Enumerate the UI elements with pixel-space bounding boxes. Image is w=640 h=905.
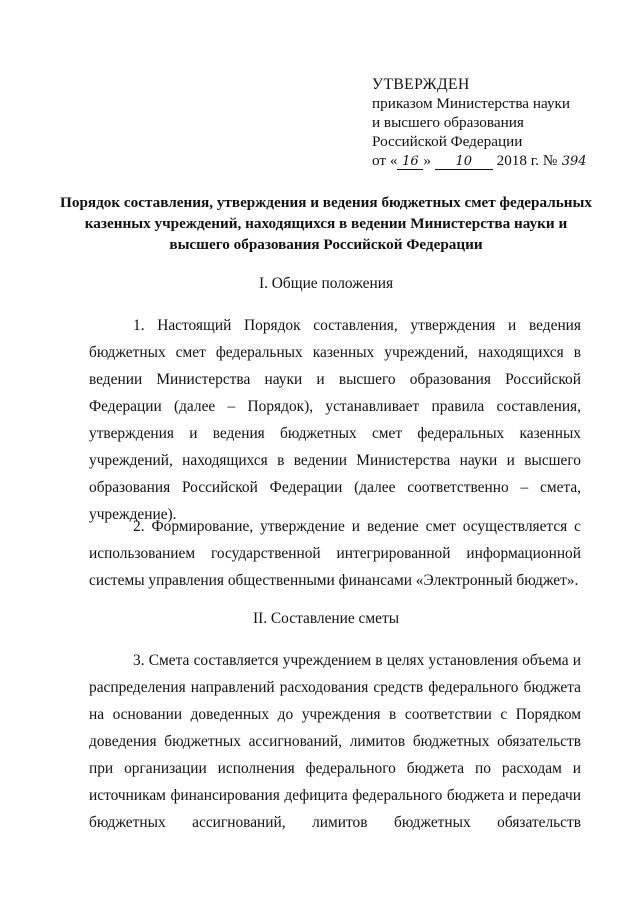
order-number-handwritten: 394 xyxy=(561,154,587,169)
paragraph-3: 3. Смета составляется учреждением в целях установления объема и распределения направлений расходования средств федерального бюджета на основании доведенных до учреждения в соответствии с Порядком доведения бюджетных ассигнований, лимитов бюджетных обязательств при организации исполнения федерального бюджета по расходам и источникам финансирования дефицита федерального бюджета и передачи бюджетных ассигнований, лимитов бюджетных обязательств xyxy=(89,652,581,831)
paragraph-2: 2. Формирование, утверждение и ведение смет осуществляется с использованием государственной интегрированной информационной системы управления общественными финансами «Электронный бюджет». xyxy=(89,518,581,589)
approval-heading: УТВЕРЖДЕН xyxy=(372,76,470,93)
section-heading-2: II. Составление сметы xyxy=(252,610,400,627)
date-mid: » xyxy=(423,152,432,169)
approval-line-1: приказом Министерства науки xyxy=(372,95,571,112)
approval-date-line xyxy=(372,151,587,170)
approval-line-3: Российской Федерации xyxy=(372,133,523,150)
section-heading-1: I. Общие положения xyxy=(258,275,394,292)
approval-line-2: и высшего образования xyxy=(372,114,524,131)
date-year: 2018 г. № xyxy=(496,152,558,169)
approval-stamp xyxy=(372,75,587,170)
date-day-handwritten: 16 xyxy=(397,154,423,170)
document-title: Порядок составления, утверждения и ведения бюджетных смет федеральных казенных учреждений, находящихся в ведении Министерства науки и высшего образования Российской Федерации xyxy=(60,194,592,253)
paragraph-1: 1. Настоящий Порядок составления, утверждения и ведения бюджетных смет федеральных казенных учреждений, находящихся в ведении Министерства науки и высшего образования Российской Федерации (далее – Порядок), устанавливает правила составления, утверждения и ведения бюджетных смет федеральных казенных учреждений, находящихся в ведении Министерства науки и высшего образования Российской Федерации (далее соответственно – смета, учреждение). xyxy=(89,317,581,523)
date-prefix: от « xyxy=(372,152,398,169)
date-month-handwritten: 10 xyxy=(435,154,493,170)
